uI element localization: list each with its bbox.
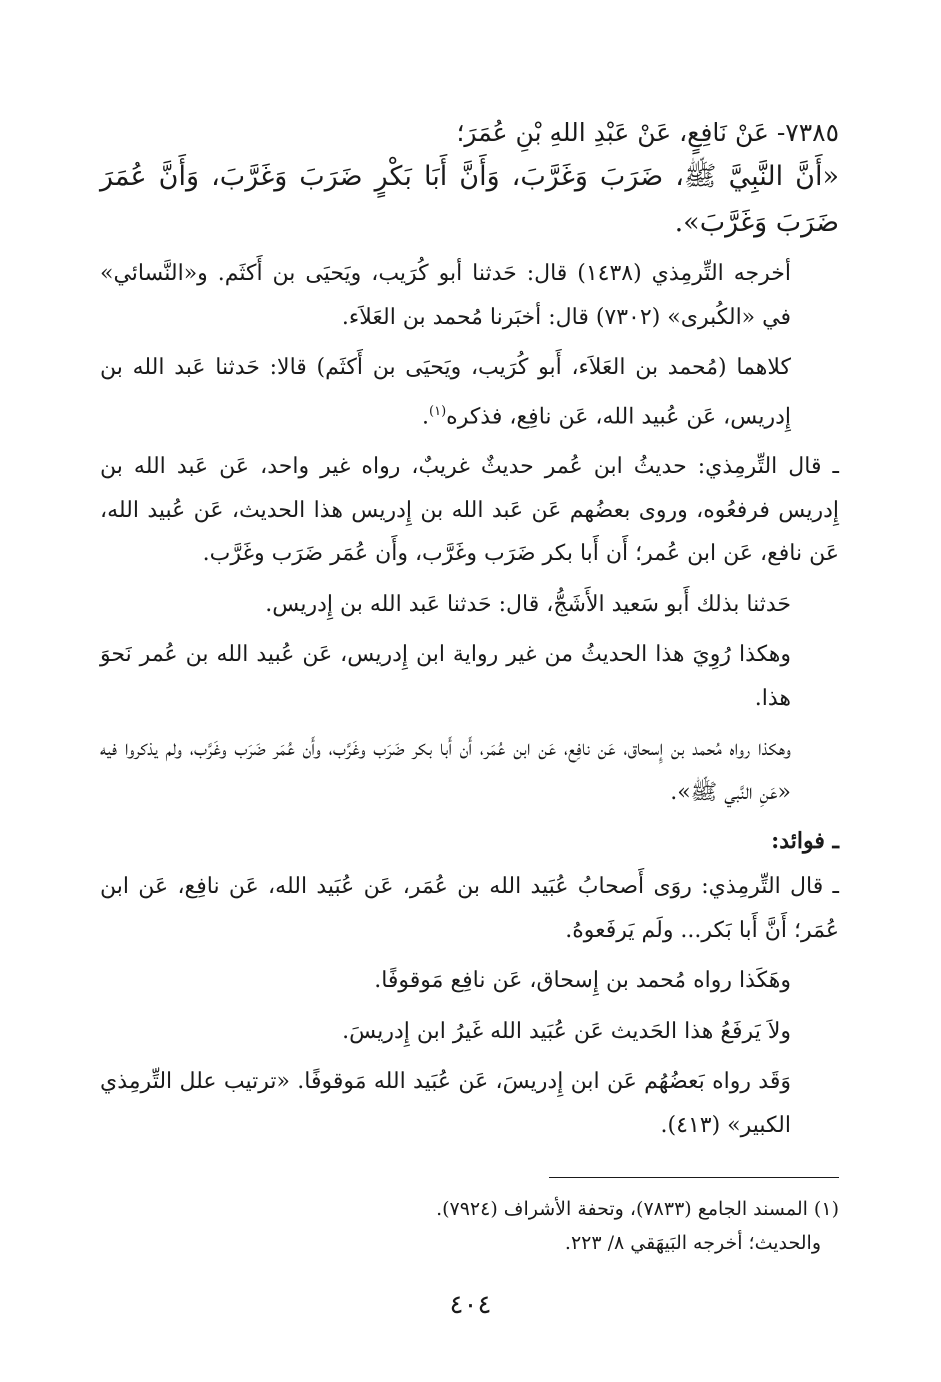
page-number: ٤٠٤ [449, 1290, 492, 1320]
tirmidhi-comment: ـ قال التِّرمِذي: حديثُ ابن عُمر حديثٌ غريبٌ، رواه غير واحد، عَن عَبد الله بن إِدريس فرفعُوه، وروى بعضُهم عَن عَبد الله بن إِدريس هذا الحديث، عَن عُبيد الله، عَن نافع، عَن ابن عُمر؛ أَن أَبا بكر ضَرَب وغَرَّب، وأَن عُمَر ضَرَب وغَرَّب. [100, 454, 839, 567]
footnote-2: والحديث؛ أخرجه البَيهَقي ٨/ ٢٢٣. [564, 1232, 821, 1255]
takhrij-paragraph: أخرجه التِّرمِذي (١٤٣٨) قال: حَدثنا أبو كُرَيب، ويَحيَى بن أَكثَم. و«النَّسائي» في «الكُبرى» (٧٣٠٢) قال: أخبَرنا مُحمد بن العَلاَء. [100, 261, 791, 330]
footnote-marker: (١) [429, 403, 447, 419]
isnad-paragraph: كلاهما (مُحمد بن العَلاَء، أَبو كُرَيب، ويَحيَى بن أَكثَم) قالا: حَدثنا عَبد الله بن إِدريس، عَن عُبيد الله، عَن نافِع، فذكره$^{(١)}$. [100, 355, 791, 429]
fawaid-heading: ـ فوائد: [771, 828, 839, 855]
riwaya-paragraph: وهكذا رُوِيَ هذا الحديثُ من غير رواية ابن إِدريس، عَن عُبيد الله بن عُمر نَحوَ هذا. [100, 642, 791, 711]
footnote-divider [549, 1177, 839, 1178]
isnad-text: كلاهما (مُحمد بن العَلاَء، أَبو كُرَيب، ويَحيَى بن أَكثَم) قالا: حَدثنا عَبد الله بن إِدريس، عَن عُبيد الله، عَن نافِع، فذكره [100, 355, 791, 429]
fawaid-item: ولاَ يَرفَعُ هذا الحَديث عَن عُبَيد الله غَيرُ ابن إِدريسَ. [342, 1018, 791, 1044]
hadith-text: «أَنَّ النَّبِيَّ ﷺ، ضَرَبَ وَغَرَّبَ، وَأَنَّ أَبَا بَكْرٍ ضَرَبَ وَغَرَّبَ، وَأَنَّ عُمَرَ ضَرَبَ وَغَرَّبَ». [100, 161, 839, 238]
footnote-1: (١) المسند الجامع (٧٨٣٣)، وتحفة الأشراف (٧٩٢٤). [436, 1198, 839, 1221]
hadith-heading: ٧٣٨٥- عَنْ نَافِعٍ، عَنْ عَبْدِ اللهِ بْنِ عُمَرَ؛ [456, 118, 839, 147]
fawaid-item: وَقَد رواه بَعضُهُم عَن ابن إِدريسَ، عَن عُبَيد الله مَوقوفًا. «ترتيب علل التِّرمِذي الكبير» (٤١٣). [100, 1069, 791, 1138]
ibn-ishaq-paragraph: وهكذا رواه مُحمد بن إِسحاق، عَن نافِع، عَن ابن عُمَر، أَن أَبا بكر ضَرَب وغَرَّب، وأَن عُمَر ضَرَب وغَرَّب، ولم يذكروا فيه «عَنِ النَّبي ﷺ». [100, 736, 791, 805]
ashajj-paragraph: حَدثنا بذلك أَبو سَعيد الأَشَجُّ، قال: حَدثنا عَبد الله بن إِدريس. [265, 591, 791, 617]
fawaid-item: وهَكَذا رواه مُحمد بن إِسحاق، عَن نافِع مَوقوفًا. [374, 968, 791, 994]
fawaid-item: ـ قال التِّرمِذي: روَى أَصحابُ عُبَيد الله بن عُمَر، عَن عُبَيد الله، عَن نافِع، عَن ابن عُمَر؛ أَنَّ أَبا بَكر... ولَم يَرفَعوهُ. [100, 874, 839, 943]
